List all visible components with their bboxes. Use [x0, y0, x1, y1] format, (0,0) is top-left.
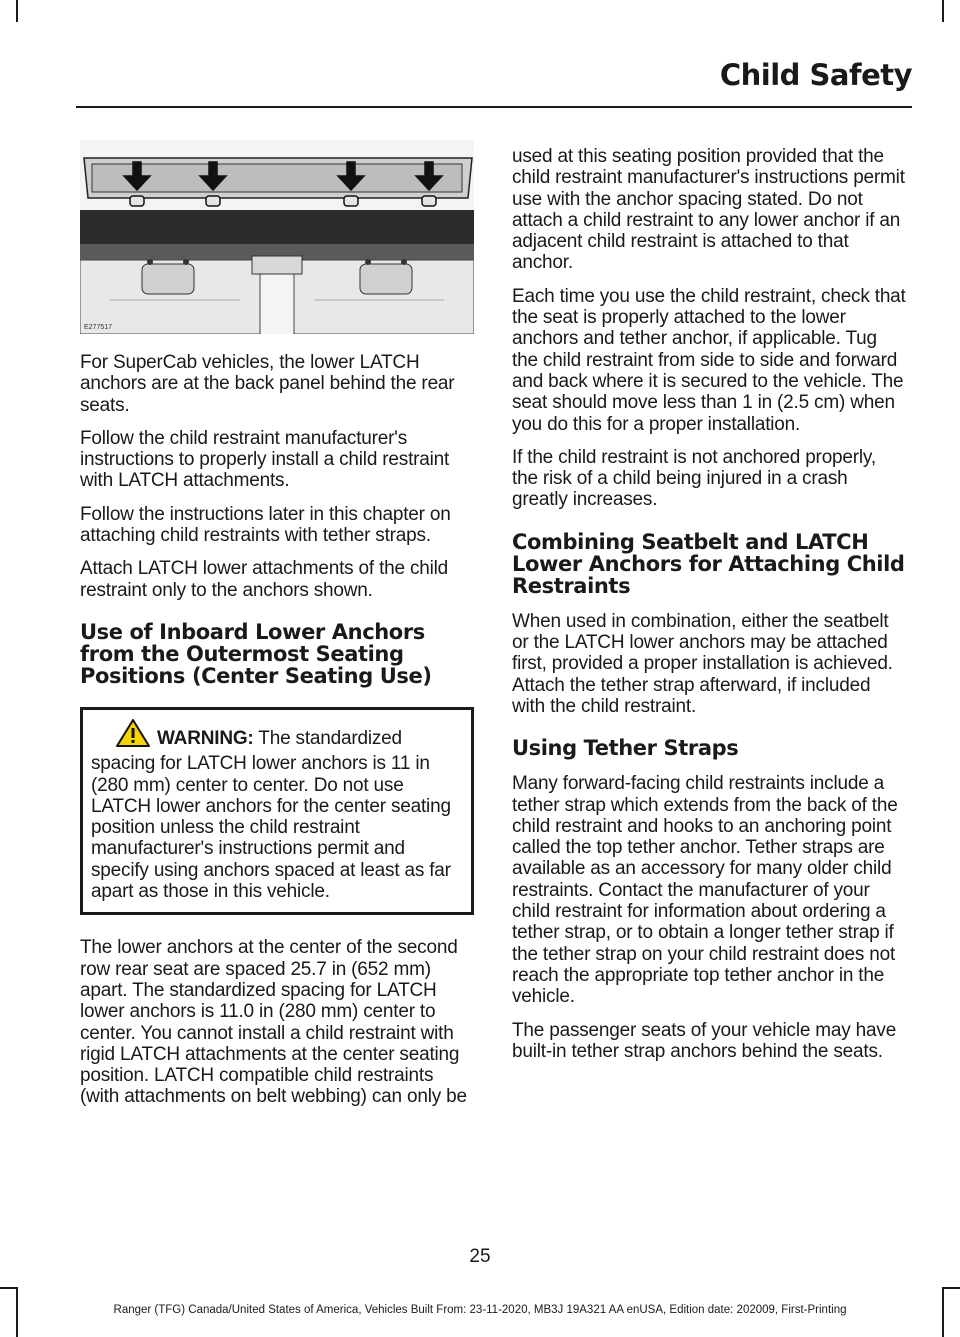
left-column [80, 140, 474, 1120]
paragraph: used at this seating position provided that the child restraint manufacturer's instructions permit use with the anchor spacing stated. Do not attach a child restraint to any lower anchor if an adjacent child restraint is attached to that anchor. [512, 146, 905, 274]
paragraph: Each time you use the child restraint, check that the seat is properly attached to the lower anchors and tether anchor, if applicable. Tug the child restraint from side to side and forward and back where it is secured to the vehicle. The seat should move less than 1 in (2.5 cm) when you do this for a proper installation. [512, 285, 906, 435]
paragraph: If the child restraint is not anchored properly, the risk of a child being injured in a crash greatly increases. [512, 446, 876, 511]
section-heading: Using Tether Straps [512, 736, 739, 761]
warning-box [80, 707, 474, 915]
paragraph: Follow the child restraint manufacturer's instructions to properly install a child restraint with LATCH attachments. [80, 427, 450, 492]
crop-mark-bottom-left-h [0, 1287, 18, 1289]
crop-mark-top-left-v [16, 0, 18, 22]
paragraph: The lower anchors at the center of the second row rear seat are spaced 25.7 in (652 mm) apart. The standardized spacing for LATCH lower anchors is 11.0 in (280 mm) center to center. You cannot install a child restraint with rigid LATCH attachments at the center seating position. LATCH compatible child restraints (with attachments on belt webbing) can only be [80, 937, 467, 1108]
warning-label: WARNING: [157, 727, 254, 749]
paragraph: Attach LATCH lower attachments of the child restraint only to the anchors shown. [80, 558, 449, 601]
paragraph: When used in combination, either the seatbelt or the LATCH lower anchors may be attached first, provided a proper installation is achieved. Attach the tether strap afterward, if included with the child restraint. [512, 610, 893, 717]
page-title: Child Safety [719, 58, 912, 92]
paragraph: For SuperCab vehicles, the lower LATCH anchors are at the back panel behind the rear seats. [80, 352, 455, 416]
section-heading: Use of Inboard Lower Anchors from the Outermost Seating Positions (Center Seating Use) [80, 619, 432, 688]
rear-seat-anchor-drawing [80, 140, 474, 334]
page-number: 25 [469, 1246, 491, 1267]
warning-paragraph [91, 718, 463, 902]
section-heading: Combining Seatbelt and LATCH Lower Anchors for Attaching Child Restraints [512, 529, 905, 598]
crop-mark-bottom-right-h [942, 1287, 960, 1289]
figure-code: E277517 [84, 324, 113, 331]
paragraph: Many forward-facing child restraints include a tether strap which extends from the back of the child restraint and hooks to an anchoring point called the top tether anchor. Tether straps are available as an accessory for many older child restraints. Contact the manufacturer of your child restraint for information about ordering a tether strap, or to obtain a longer tether strap if the tether strap on your child restraint does not reach the appropriate top tether anchor in the vehicle. [512, 773, 898, 1008]
right-column [512, 146, 906, 1074]
paragraph: The passenger seats of your vehicle may have built-in tether strap anchors behind the seats. [512, 1019, 897, 1062]
document-footer: Ranger (TFG) Canada/United States of America, Vehicles Built From: 23-11-2020, MB3J 19A321 AA enUSA, Edition date: 202009, First-Printing [113, 1304, 847, 1316]
paragraph: Follow the instructions later in this chapter on attaching child restraints with tether straps. [80, 503, 451, 547]
warning-triangle-icon [115, 718, 151, 753]
crop-mark-top-right-v [942, 0, 944, 22]
latch-anchors-illustration [80, 140, 474, 334]
header-divider [76, 106, 912, 108]
warning-text: The standardized spacing for LATCH lower anchors is 11 in (280 mm) center to center. Do not use LATCH lower anchors for the center seating position unless the child restraint manufacturer's instructions permit and specify using anchors spaced at least as far apart as those in this vehicle. [91, 727, 451, 903]
